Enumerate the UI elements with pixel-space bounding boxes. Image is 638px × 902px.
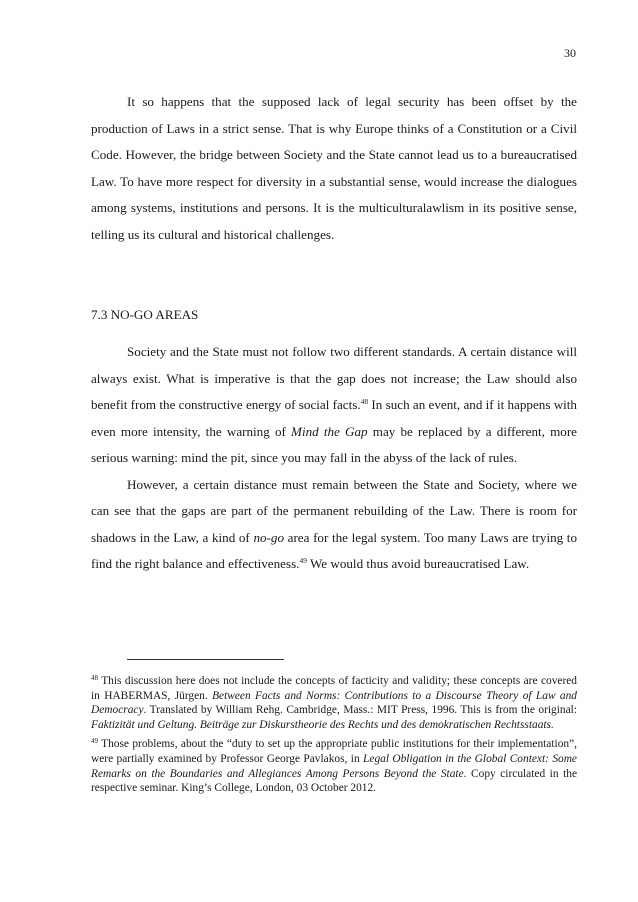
footnote-number: 48 [91, 674, 98, 682]
footnote-49 [91, 737, 577, 795]
footnote-number: 49 [91, 737, 98, 746]
footnote-title: Legal Obligation in the Global Context: Some Remarks on the Boundaries and Allegiances Among Persons Beyond the State [91, 752, 577, 780]
section-paragraph-1 [91, 339, 577, 472]
footnote-ref-48[interactable]: 48 [360, 397, 369, 406]
footnote-48 [91, 674, 577, 732]
intro-paragraph: It so happens that the supposed lack of legal security has been offset by the production of Laws in a strict sense. That is why Europe thinks of a Constitution or a Civil Code. However, the bridge between Society and the State cannot lead us to a bureaucratised Law. To have more respect for diversity in a substantial sense, would increase the dialogues among systems, institutions and persons. It is the multiculturalawlism in its positive sense, telling us its cultural and historical challenges. [91, 94, 577, 242]
emphasis-text: Mind the Gap [291, 423, 368, 439]
paragraph-text: In such an event, and if it happens with even more intensity, the warning of [91, 397, 577, 439]
footnote-text: . Translated by William Rehg. Cambridge, Mass.: MIT Press, 1996. This is from the original: [143, 704, 577, 717]
footnote-title: Faktizität und Geltung. Beiträge zur Diskurstheorie des Rechts und des demokratischen Rechtsstaats. [91, 718, 554, 731]
paragraph-text: However, a certain distance must remain between the State and Society, where we can see that the gaps are part of the permanent rebuilding of the Law. There is room for shadows in the Law, a kind of [91, 476, 577, 545]
footnote-text: Those problems, about the “duty to set up the appropriate public institutions for their implementation”, were partially examined by Professor George Pavlakos, in [91, 738, 577, 765]
footnote-ref-49[interactable]: 49 [299, 556, 307, 565]
emphasis-text: no-go [253, 529, 284, 545]
footnote-title: Between Facts and Norms: Contributions to a Discourse Theory of Law and Democracy [91, 689, 577, 717]
footnote-separator [127, 659, 284, 660]
page-number: 30 [564, 46, 576, 60]
section-paragraph-2 [91, 472, 577, 578]
intro-section [91, 89, 577, 248]
paragraph-text: may be replaced by a different, more serious warning: mind the pit, since you may fall in the abyss of the lack of rules. [91, 423, 577, 465]
paragraph-text: We would thus avoid bureaucratised Law. [306, 556, 530, 571]
paragraph-text: area for the legal system. Too many Laws are trying to find the right balance and effectiveness. [91, 529, 577, 571]
footnotes [91, 674, 577, 801]
footnote-text: . Copy circulated in the respective seminar. King’s College, London, 03 October 2012. [91, 767, 577, 795]
section-body [91, 339, 577, 578]
paragraph-text: Society and the State must not follow two different standards. A certain distance will always exist. What is imperative is that the gap does not increase; the Law should also benefit from the constructive energy of social facts. [91, 344, 577, 412]
footnote-text: This discussion here does not include the concepts of facticity and validity; these concepts are covered in HABERMAS, Jürgen. [91, 675, 577, 702]
section-heading: 7.3 NO-GO AREAS [91, 307, 199, 322]
